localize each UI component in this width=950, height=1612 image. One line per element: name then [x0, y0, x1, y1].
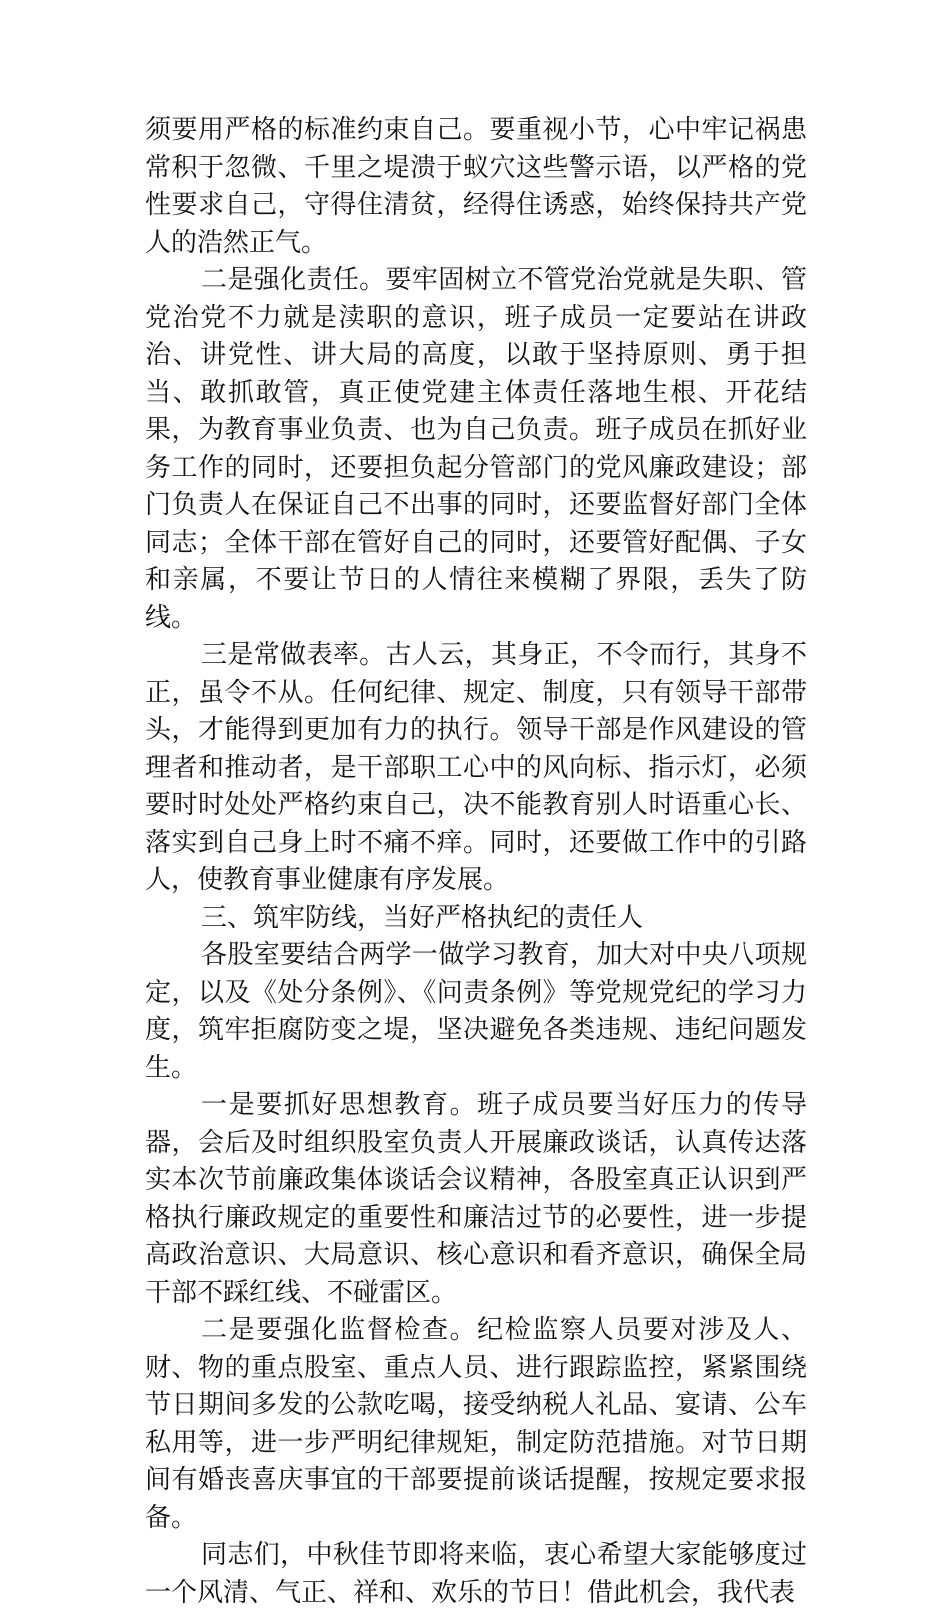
- paragraph-8: 同志们，中秋佳节即将来临，衷心希望大家能够度过一个风清、气正、祥和、欢乐的节日！借此机会，我代表: [145, 1540, 807, 1608]
- paragraph-1: 须要用严格的标准约束自己。要重视小节，心中牢记祸患常积于忽微、千里之堤溃于蚁穴这些警示语，以严格的党性要求自己，守得住清贫，经得住诱惑，始终保持共产党人的浩然正气。: [145, 115, 807, 258]
- paragraph-2: 二是强化责任。要牢固树立不管党治党就是失职、管党治党不力就是渎职的意识，班子成员一定要站在讲政治、讲党性、讲大局的高度，以敢于坚持原则、勇于担当、敢抓敢管，真正使党建主体责任落地生根、开花结果，为教育事业负责、也为自己负责。班子成员在抓好业务工作的同时，还要担负起分管部门的党风廉政建设；部门负责人在保证自己不出事的同时，还要监督好部门全体同志；全体干部在管好自己的同时，还要管好配偶、子女和亲属，不要让节日的人情往来模糊了界限，丢失了防线。: [145, 265, 807, 633]
- section-heading: 三、筑牢防线，当好严格执纪的责任人: [201, 902, 644, 933]
- document-page: [145, 112, 807, 1612]
- paragraph-3: 三是常做表率。古人云，其身正，不令而行，其身不正，虽令不从。任何纪律、规定、制度，只有领导干部带头，才能得到更加有力的执行。领导干部是作风建设的管理者和推动者，是干部职工心中的风向标、指示灯，必须要时时处处严格约束自己，决不能教育别人时语重心长、落实到自己身上时不痛不痒。同时，还要做工作中的引路人，使教育事业健康有序发展。: [145, 640, 807, 895]
- paragraph-6: 一是要抓好思想教育。班子成员要当好压力的传导器，会后及时组织股室负责人开展廉政谈话，认真传达落实本次节前廉政集体谈话会议精神，各股室真正认识到严格执行廉政规定的重要性和廉洁过节的必要性，进一步提高政治意识、大局意识、核心意识和看齐意识，确保全局干部不踩红线、不碰雷区。: [145, 1090, 807, 1308]
- paragraph-5: 各股室要结合两学一做学习教育，加大对中央八项规定，以及《处分条例》、《问责条例》等党规党纪的学习力度，筑牢拒腐防变之堤，坚决避免各类违规、违纪问题发生。: [145, 940, 807, 1083]
- paragraph-7: 二是要强化监督检查。纪检监察人员要对涉及人、财、物的重点股室、重点人员、进行跟踪监控，紧紧围绕节日期间多发的公款吃喝，接受纳税人礼品、宴请、公车私用等，进一步严明纪律规矩，制定防范措施。对节日期间有婚丧喜庆事宜的干部要提前谈话提醒，按规定要求报备。: [145, 1315, 807, 1533]
